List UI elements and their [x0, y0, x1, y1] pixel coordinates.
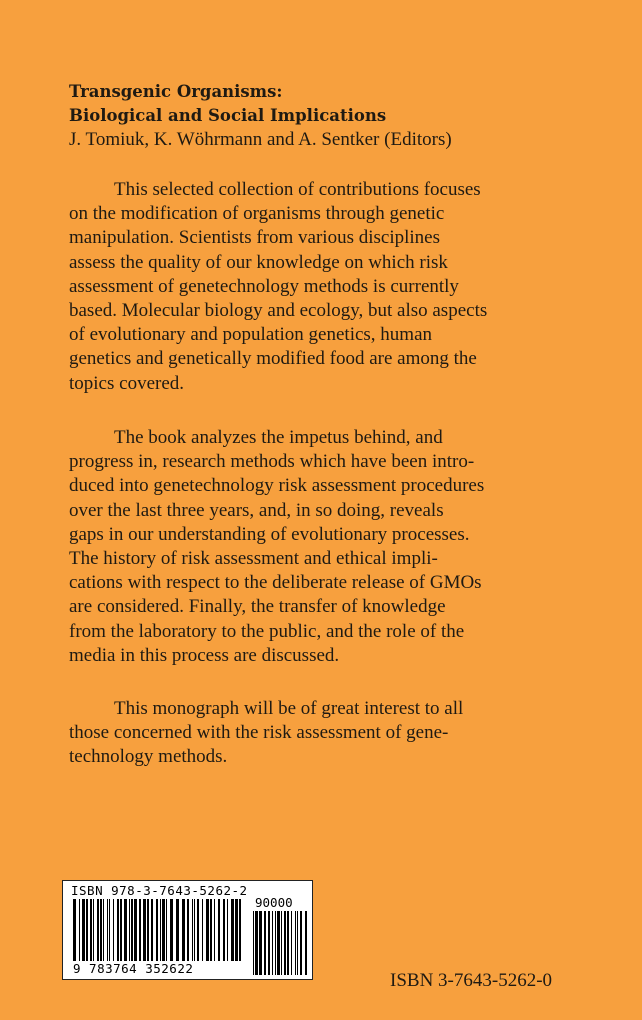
barcode-ean-number: 9 783764 352622 [73, 961, 194, 976]
paragraph-line: genetics and genetically modified food are among the [69, 348, 477, 370]
paragraph-line: cations with respect to the deliberate release of GMOs [69, 572, 482, 594]
paragraph-line: topics covered. [69, 372, 185, 394]
paragraph-line: of evolutionary and population genetics, human [69, 324, 433, 346]
paragraph-line: media in this process are discussed. [69, 644, 340, 666]
isbn-footer: ISBN 3-7643-5262-0 [390, 970, 553, 991]
paragraph-2 [69, 426, 589, 668]
paragraph-line: over the last three years, and, in so doing, reveals [69, 499, 444, 521]
barcode-bars-icon [73, 899, 243, 961]
paragraph-line: assess the quality of our knowledge on which risk [69, 251, 448, 273]
paragraph-line: duced into genetechnology risk assessment procedures [69, 475, 485, 497]
paragraph-line: on the modification of organisms through genetic [69, 203, 445, 225]
barcode-addon-bars-icon [253, 911, 307, 975]
editors-line: J. Tomiuk, K. Wöhrmann and A. Sentker (Editors) [69, 129, 452, 150]
paragraph-line: those concerned with the risk assessment of gene- [69, 722, 449, 744]
paragraph-line: based. Molecular biology and ecology, but also aspects [69, 299, 488, 321]
book-title-line-1: Transgenic Organisms: [69, 82, 283, 101]
paragraph-line: The book analyzes the impetus behind, and [114, 427, 443, 448]
paragraph-line: manipulation. Scientists from various disciplines [69, 227, 440, 249]
paragraph-1 [69, 178, 589, 396]
paragraph-line: The history of risk assessment and ethical impli- [69, 547, 438, 569]
paragraph-line: assessment of genetechnology methods is currently [69, 275, 459, 297]
barcode-addon-number: 90000 [255, 895, 293, 910]
paragraph-line: from the laboratory to the public, and the role of the [69, 620, 465, 642]
paragraph-line: progress in, research methods which have been intro- [69, 451, 475, 473]
paragraph-3 [69, 697, 589, 770]
barcode-isbn-label: ISBN 978-3-7643-5262-2 [71, 883, 248, 898]
book-title-line-2: Biological and Social Implications [69, 106, 387, 125]
paragraph-line: This monograph will be of great interest to all [114, 698, 464, 719]
paragraph-line: This selected collection of contributions focuses [114, 179, 481, 200]
paragraph-line: are considered. Finally, the transfer of knowledge [69, 596, 446, 618]
barcode [62, 880, 313, 980]
paragraph-line: gaps in our understanding of evolutionary processes. [69, 523, 470, 545]
paragraph-line: technology methods. [69, 746, 228, 768]
title-block [69, 80, 589, 152]
